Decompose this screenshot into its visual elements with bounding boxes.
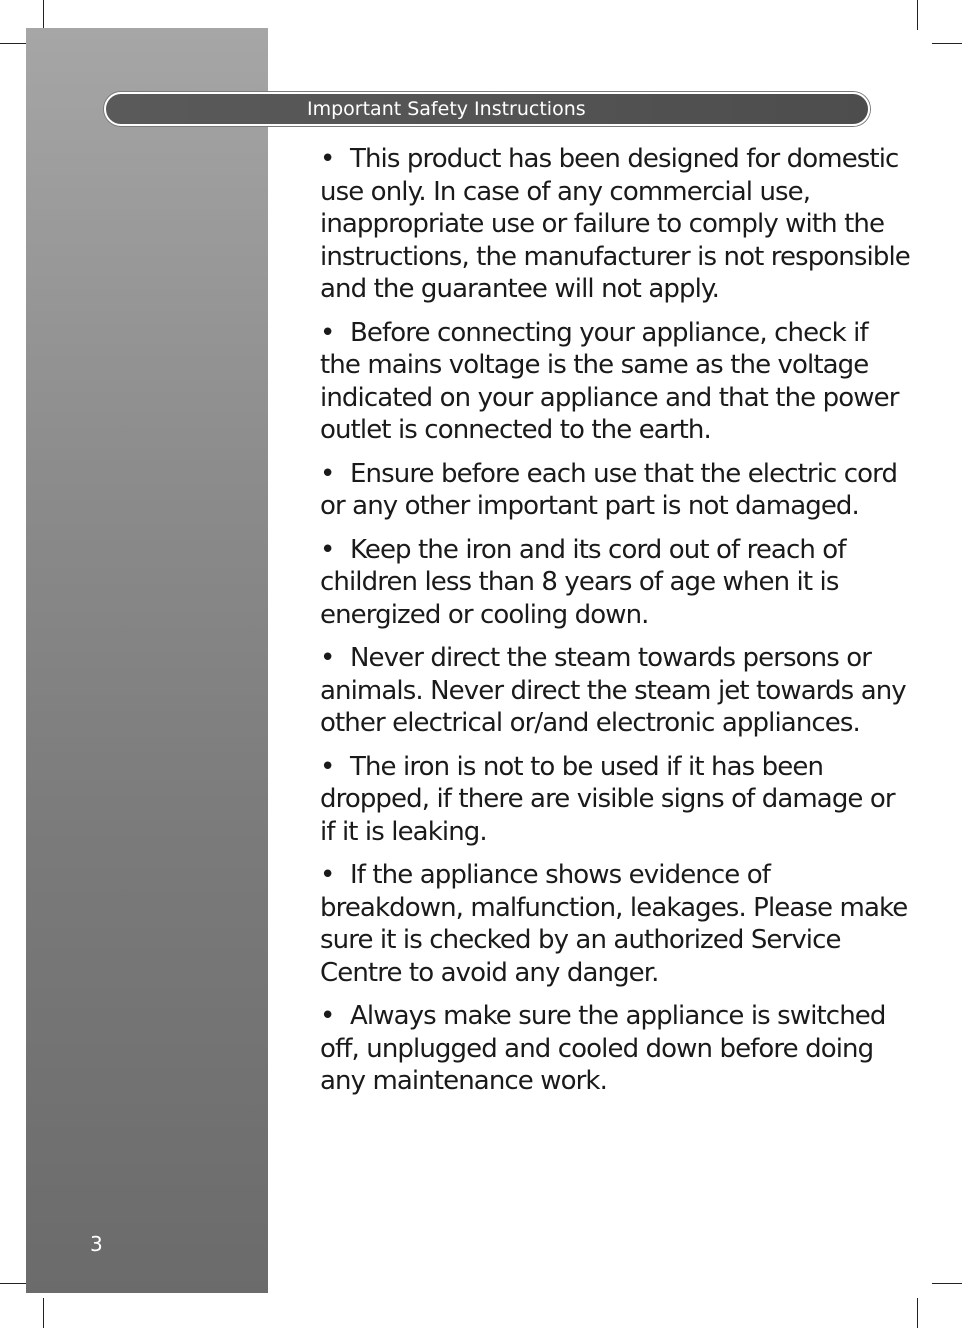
instruction-item: [320, 1000, 910, 1098]
instruction-item: [320, 458, 910, 523]
instruction-item: [320, 317, 910, 447]
crop-mark-top-left-vertical: [43, 0, 44, 30]
instruction-text: Always make sure the appliance is switched off, unplugged and cooled down before doing any maintenance work.: [320, 1001, 886, 1096]
instruction-item: [320, 642, 910, 740]
bullet-icon: •: [320, 643, 335, 673]
bullet-icon: •: [320, 534, 335, 565]
instruction-item: [320, 143, 910, 306]
crop-mark-top-right-vertical: [917, 0, 918, 30]
instruction-text: If the appliance shows evidence of breakdown, malfunction, leakages. Please make sure it is checked by an authorized Service Centre to avoid any danger.: [320, 860, 908, 988]
sidebar-panel: [26, 28, 268, 1293]
instruction-text: Keep the iron and its cord out of reach of children less than 8 years of age when it is energized or cooling down.: [320, 534, 846, 630]
instruction-text: The iron is not to be used if it has been dropped, if there are visible signs of damage or if it is leaking.: [320, 751, 895, 847]
instruction-text: Before connecting your appliance, check if the mains voltage is the same as the voltage indicated on your appliance and that the power outlet is connected to the earth.: [320, 317, 899, 445]
bullet-icon: •: [320, 458, 335, 489]
bullet-icon: •: [320, 751, 335, 782]
bullet-icon: •: [320, 317, 335, 348]
instructions-list: [320, 143, 910, 1109]
crop-mark-bottom-left-vertical: [43, 1298, 44, 1328]
bullet-icon: •: [320, 144, 335, 174]
page-number: 3: [90, 1232, 103, 1256]
bullet-icon: •: [320, 860, 335, 890]
section-title: Important Safety Instructions: [307, 98, 586, 120]
bullet-icon: •: [320, 1001, 335, 1031]
instruction-item: [320, 859, 910, 989]
instruction-text: Ensure before each use that the electric cord or any other important part is not damaged.: [320, 458, 898, 521]
crop-mark-bottom-right-horizontal: [932, 1283, 962, 1284]
crop-mark-bottom-right-vertical: [917, 1298, 918, 1328]
instruction-item: [320, 534, 910, 632]
crop-mark-top-right-horizontal: [932, 43, 962, 44]
instruction-text: Never direct the steam towards persons or animals. Never direct the steam jet towards any other electrical or/and electronic appliances.: [320, 643, 906, 738]
instruction-text: This product has been designed for domestic use only. In case of any commercial use, inappropriate use or failure to comply with the instructions, the manufacturer is not responsible and the guarantee will not apply.: [320, 144, 910, 304]
instruction-item: [320, 751, 910, 849]
